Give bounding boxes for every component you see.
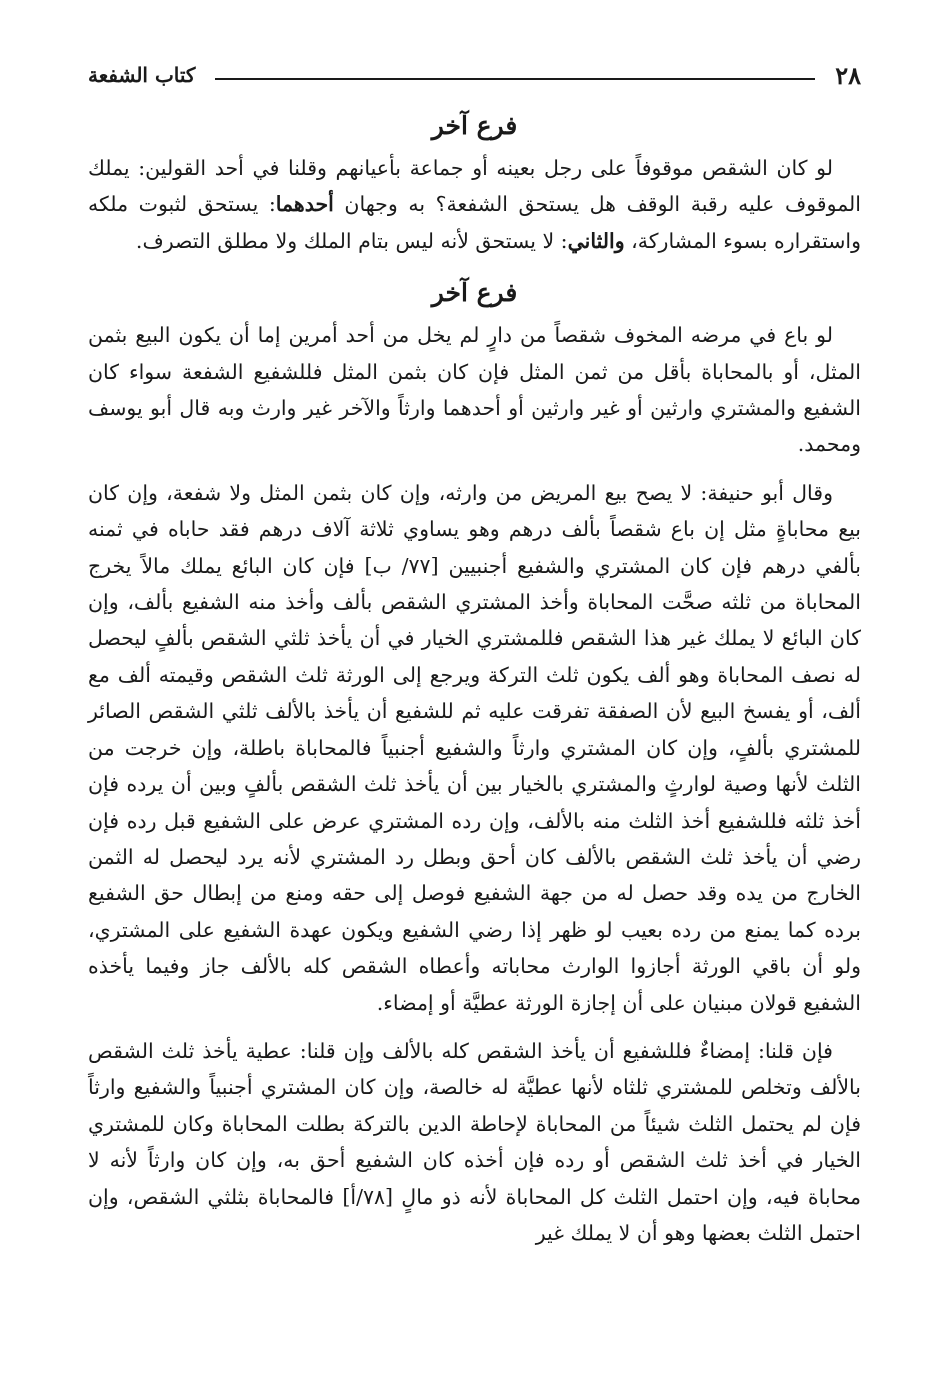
section-heading: فرع آخر — [431, 278, 518, 308]
header-rule — [215, 78, 815, 80]
section-heading: فرع آخر — [431, 111, 518, 140]
book-title: كتاب الشفعة — [88, 63, 196, 87]
page-number: ٢٨ — [835, 60, 861, 90]
paragraph — [88, 475, 861, 1021]
paragraph — [88, 1033, 861, 1251]
page-content — [88, 106, 861, 1251]
bold-term: أحدهما — [275, 192, 334, 217]
text-run: وقال أبو حنيفة: لا يصح بيع المريض من وارثه، وإن كان بثمن المثل ولا شفعة، وإن كان بيع محاباةٍ مثل إن باع شقصاً بألف درهم وهو يساوي ثلاثة آلاف درهم فقد حاباه في ثمنه بألفي درهم فإن كان المشتري والشفيع أجنبيين [٧٧/ ب] فإن كان البائع يملك مالاً يخرج المحاباة من ثلثه صحَّت المحاباة وأخذ المشتري الشقص بألف وأخذ منه الشفيع بألف، وإن كان البائع لا يملك غير هذا الشقص فللمشتري الخيار في أن يأخذ ثلثي الشقص بألفٍ ليحصل له نصف المحاباة وهو ألف يكون ثلث التركة ويرجع إلى الورثة ثلث الشقص وقيمته ألف مع ألف، أو يفسخ البيع لأن الصفقة تفرقت عليه ثم للشفيع أن يأخذ بالألف ثلثي الشقص الصائر للمشتري بألفٍ، وإن كان المشتري وارثاً والشفيع أجنبياً فالمحاباة باطلة، وإن خرجت من الثلث لأنها وصية لوارثٍ والمشتري بالخيار بين أن يأخذ ثلث الشقص بألفٍ وبين أن يرده فإن أخذ ثلثه فللشفيع أخذ الثلث منه بالألف، وإن رده المشتري عرض على الشفيع قبل رده فإن رضي أن يأخذ ثلث الشقص بالألف كان أحق وبطل رد المشتري لأنه يرد ليحصل له الثمن الخارج من يده وقد حصل له من جهة الشفيع فوصل إلى حقه ومنع من إبطال حق الشفيع برده كما يمنع من رده بعيب لو ظهر إذا رضي الشفيع ويكون عهدة الشفيع على المشتري، ولو أن باقي الورثة أجازوا الوارث محاباته وأعطاه الشقص كله بالألف جاز وفيما يأخذه الشفيع قولان مبنيان على أن إجازة الورثة عطيَّة أو إمضاء. — [88, 480, 861, 1015]
paragraph — [88, 150, 861, 259]
bold-term: والثاني — [567, 228, 625, 253]
text-run: : يستحق لثبوت ملكه واستقراره بسوء المشاركة، — [88, 192, 861, 253]
text-run: : لا يستحق لأنه ليس بتام الملك ولا مطلق التصرف. — [135, 228, 568, 253]
paragraph — [88, 317, 861, 463]
text-run: فإن قلنا: إمضاءٌ فللشفيع أن يأخذ الشقص كله بالألف وإن قلنا: عطية يأخذ ثلث الشقص بالألف وتخلص للمشتري ثلثاه لأنها عطيَّة له خالصة، وإن كان المشتري أجنبياً والشفيع وارثاً فإن لم يحتمل الثلث شيئاً من المحاباة لإحاطة الدين بالتركة بطلت المحاباة وكان للمشتري الخيار في أخذ ثلث الشقص أو رده فإن أخذه كان الشفيع أحق به، وإن كان وارثاً لأنه لا محاباة فيه، وإن احتمل الثلث كل المحاباة لأنه ذو مالٍ [٧٨/أ] فالمحاباة بثلثي الشقص، وإن احتمل الثلث بعضها وهو أن لا يملك غير — [88, 1038, 861, 1245]
running-header — [88, 58, 861, 92]
text-run: لو باع في مرضه المخوف شقصاً من دارٍ لم يخل من أحد أمرين إما أن يكون البيع بثمن المثل، أو بالمحاباة بأقل من ثمن المثل فإن كان بثمن المثل فللشفيع الشفعة سواء كان الشفيع والمشتري وارثين أو غير وارثين أو أحدهما وارثاً والآخر غير وارث وبه قال أبو يوسف ومحمد. — [88, 323, 861, 457]
text-run: لو كان الشقص موقوفاً على رجل بعينه أو جماعة بأعيانهم وقلنا في أحد القولين: يملك الموقوف عليه رقبة الوقف هل يستحق الشفعة؟ به وجهان — [88, 156, 861, 217]
